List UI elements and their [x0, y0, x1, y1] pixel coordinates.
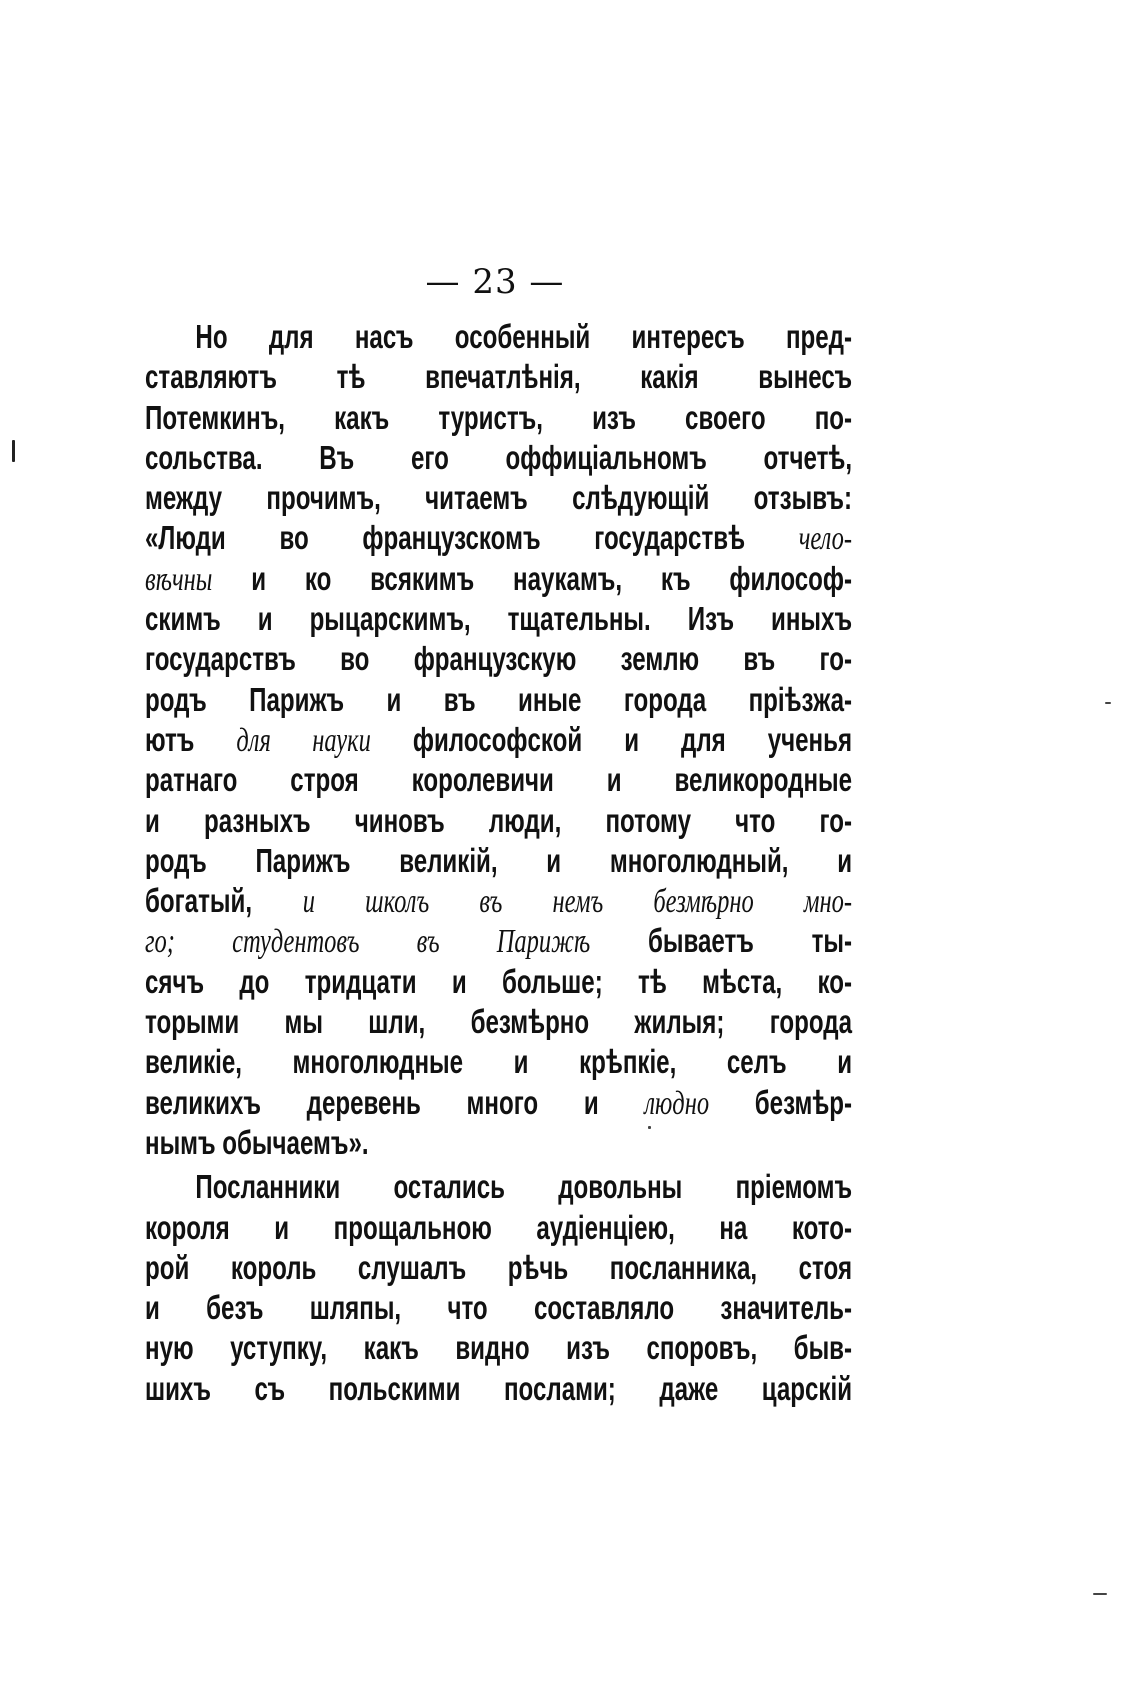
- page-number: — 23 —: [425, 262, 565, 302]
- text-line: [145, 640, 852, 680]
- text-span: родъ Парижъ великій, и многолюдный, и: [145, 842, 853, 880]
- text-span: рой король слушалъ рѣчь посланника, стоя: [145, 1249, 853, 1287]
- text-span: и ко всякимъ наукамъ, къ философ-: [212, 560, 853, 598]
- italic-text: для науки: [236, 721, 371, 759]
- text-line: [145, 1209, 852, 1249]
- text-line: [145, 882, 852, 922]
- text-span: Посланники остались довольны пріемомъ: [195, 1169, 853, 1207]
- text-span: Потемкинъ, какъ туристъ, изъ своего по-: [145, 399, 853, 437]
- text-line: [145, 842, 852, 882]
- text-line: [145, 1084, 852, 1124]
- text-span: великихъ деревень много и: [145, 1084, 645, 1122]
- text-line: [145, 560, 852, 600]
- text-line: [145, 802, 852, 842]
- text-line: [145, 721, 852, 761]
- text-span: великіе, многолюдные и крѣпкіе, селъ и: [145, 1044, 853, 1082]
- text-line: [145, 358, 852, 398]
- text-span: шихъ съ польскими послами; даже царскій: [145, 1370, 853, 1408]
- text-span: бываетъ ты-: [590, 923, 853, 961]
- text-span: короля и прощальною аудіенціею, на кото-: [145, 1209, 853, 1247]
- text-line: [145, 519, 852, 559]
- text-line: [145, 399, 852, 439]
- italic-text: людно: [644, 1084, 710, 1122]
- text-span: ную уступку, какъ видно изъ споровъ, быв-: [145, 1330, 853, 1368]
- text-span: родъ Парижъ и въ иные города пріѣзжа-: [145, 681, 853, 719]
- text-span: и разныхъ чиновъ люди, потому что го-: [145, 802, 853, 840]
- text-line: [145, 1249, 852, 1289]
- text-line: [145, 963, 852, 1003]
- text-span: между прочимъ, читаемъ слѣдующій отзывъ:: [145, 480, 853, 518]
- text-span: сольства. Въ его оффиціальномъ отчетѣ,: [145, 439, 853, 477]
- text-line: [145, 1124, 852, 1164]
- text-span: ютъ: [145, 721, 237, 759]
- italic-text: вѣчны: [145, 560, 213, 598]
- text-span: скимъ и рыцарскимъ, тщательны. Изъ иныхъ: [145, 601, 853, 639]
- italic-text: чело-: [798, 520, 853, 558]
- text-line: [145, 479, 852, 519]
- text-line: [145, 922, 852, 962]
- text-span: философской и для ученья: [370, 721, 853, 759]
- text-span: нымъ обычаемъ».: [145, 1124, 369, 1162]
- body-text: [145, 318, 853, 1410]
- text-line: [145, 1043, 852, 1083]
- speck: [1093, 1593, 1107, 1595]
- text-span: сячъ до тридцати и больше; тѣ мѣста, ко-: [145, 963, 853, 1001]
- text-line: [145, 1370, 852, 1410]
- text-span: богатый,: [145, 883, 303, 921]
- text-span: «Люди во французскомъ государствѣ: [145, 520, 799, 558]
- text-span: ратнаго строя королевичи и великородные: [145, 762, 853, 800]
- italic-text: го; студентовъ въ Парижѣ: [145, 923, 591, 961]
- text-line: [145, 439, 852, 479]
- speck: [1105, 702, 1111, 704]
- text-line: [145, 761, 852, 801]
- margin-mark: [12, 440, 15, 462]
- italic-text: и школъ въ немъ безмѣрно мно-: [302, 883, 853, 921]
- text-span: ставляютъ тѣ впечатлѣнія, какія вынесъ: [145, 359, 853, 397]
- text-span: и безъ шляпы, что составляло значитель-: [145, 1290, 853, 1328]
- text-span: торыми мы шли, безмѣрно жилыя; города: [145, 1004, 853, 1042]
- text-line: [145, 1168, 852, 1208]
- text-span: государствъ во французскую землю въ го-: [145, 641, 853, 679]
- text-line: [145, 1329, 852, 1369]
- text-span: Но для насъ особенный интересъ пред-: [195, 319, 853, 356]
- text-line: [145, 1289, 852, 1329]
- text-line: [145, 1003, 852, 1043]
- text-span: безмѣр-: [709, 1084, 853, 1122]
- text-line: [145, 681, 852, 721]
- text-line: [145, 600, 852, 640]
- text-line: [145, 318, 852, 358]
